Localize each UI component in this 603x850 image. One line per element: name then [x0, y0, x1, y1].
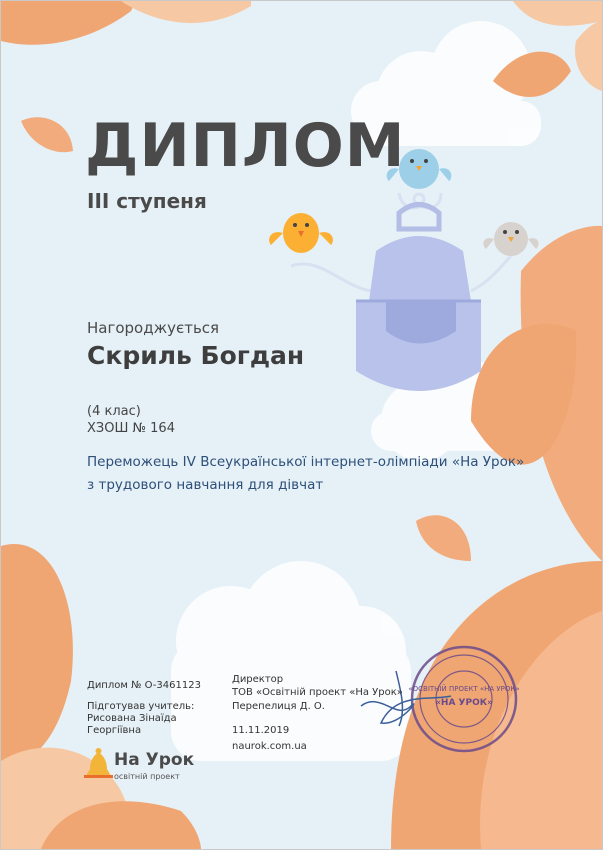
svg-text:«НА УРОК»: «НА УРОК» — [435, 698, 493, 708]
awarded-label: Нагороджується — [87, 319, 220, 337]
website-link[interactable]: naurok.com.ua — [232, 741, 307, 752]
director-name: Перепелиця Д. О. — [232, 701, 325, 712]
school-label: ХЗОШ № 164 — [87, 421, 175, 436]
director-label: Директор — [232, 674, 284, 685]
organization-name: ТОВ «Освітній проект «На Урок» — [232, 687, 403, 698]
issue-date: 11.11.2019 — [232, 725, 290, 736]
logo-name: На Урок — [114, 750, 195, 770]
logo-subtitle: освітній проект — [114, 772, 180, 781]
achievement-line-2: з трудового навчання для дівчат — [87, 477, 324, 493]
achievement-line-1: Переможець IV Всеукраїнської інтернет-олімпіади «На Урок» — [87, 454, 525, 470]
recipient-name: Скриль Богдан — [87, 341, 305, 370]
bird-yellow-icon — [269, 213, 333, 253]
teacher-name-line-2: Георгіївна — [87, 725, 142, 736]
class-label: (4 клас) — [87, 404, 141, 419]
teacher-name-line-1: Рисована Зінаїда — [87, 713, 177, 724]
bird-gray-icon — [483, 222, 538, 256]
diploma-number: Диплом № O-3461123 — [87, 680, 201, 691]
diploma-degree: ІІІ ступеня — [87, 189, 207, 213]
diploma-title: ДИПЛОМ — [85, 111, 406, 181]
apron-illustration — [291, 193, 511, 391]
svg-text:«ОСВІТНІЙ ПРОЕКТ «НА УРОК»: «ОСВІТНІЙ ПРОЕКТ «НА УРОК» — [408, 685, 520, 693]
prepared-by-label: Підготував учитель: — [87, 701, 195, 712]
